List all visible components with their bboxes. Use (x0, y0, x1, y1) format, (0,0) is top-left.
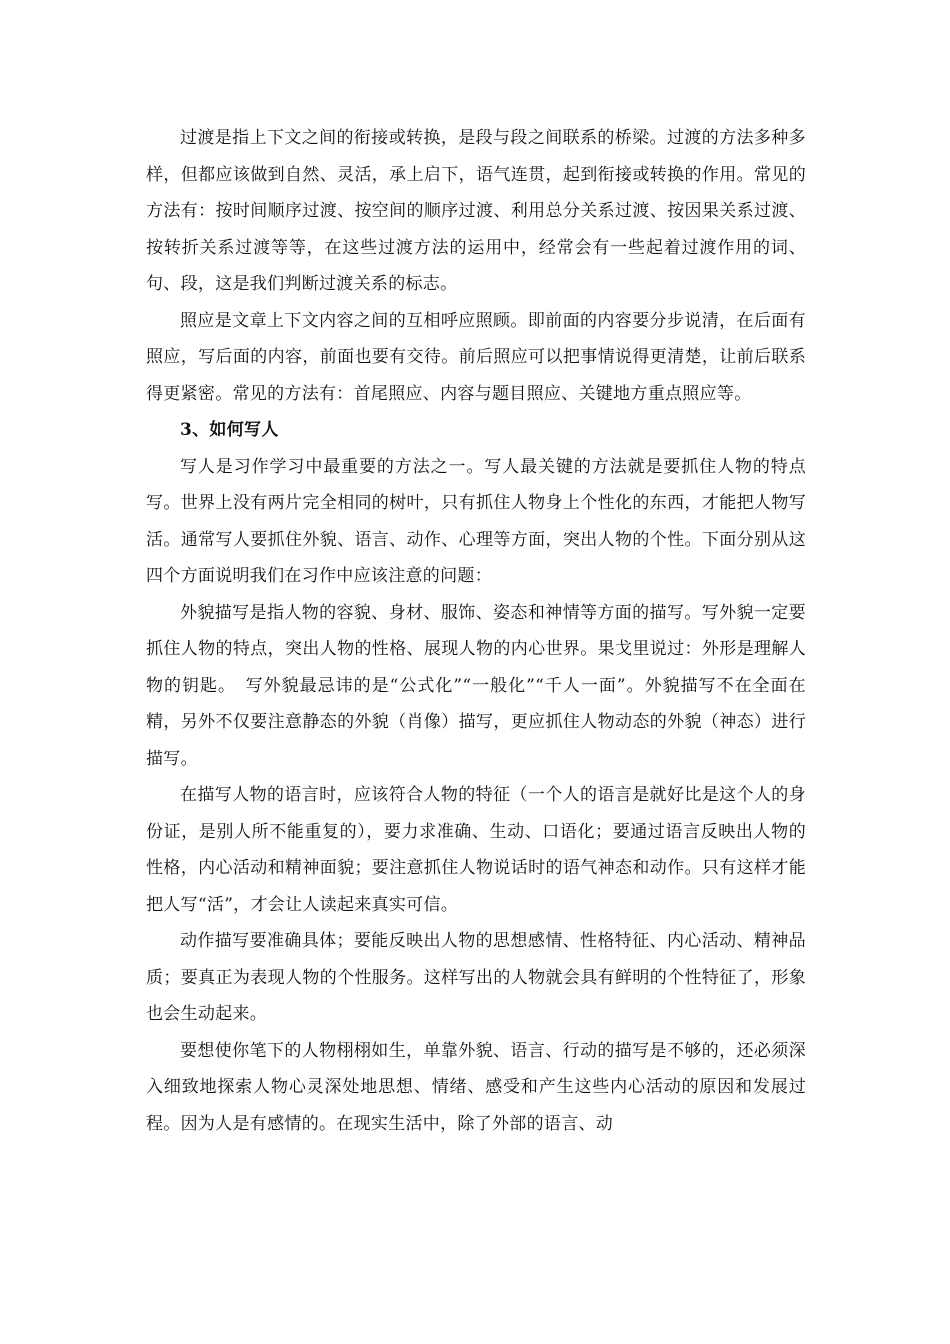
paragraph-writing-people-intro: 写人是习作学习中最重要的方法之一。写人最关键的方法就是要抓住人物的特点写。世界上没有两片完全相同的树叶，只有抓住人物身上个性化的东西，才能把人物写活。通常写人要抓住外貌、语言、动作、心理等方面，突出人物的个性。下面分别从这四个方面说明我们在习作中应该注意的问题： (146, 456, 806, 586)
paragraph-psychology: 要想使你笔下的人物栩栩如生，单靠外貌、语言、行动的描写是不够的，还必须深入细致地探索人物心灵深处地思想、情绪、感受和产生这些内心活动的原因和发展过程。因为人是有感情的。在现实生活中，除了外部的语言、动 (146, 1040, 806, 1134)
paragraph-action: 动作描写要准确具体；要能反映出人物的思想感情、性格特征、内心活动、精神品质；要真正为表现人物的个性服务。这样写出的人物就会具有鲜明的个性特征了，形象也会生动起来。 (146, 931, 806, 1024)
paragraph-transition: 过渡是指上下文之间的衔接或转换，是段与段之间联系的桥梁。过渡的方法多种多样，但都应该做到自然、灵活，承上启下，语气连贯，起到衔接或转换的作用。常见的方法有：按时间顺序过渡、按空间的顺序过渡、利用总分关系过渡、按因果关系过渡、按转折关系过渡等等，在这些过渡方法的运用中，经常会有一些起着过渡作用的词、句、段，这是我们判断过渡关系的标志。 (146, 128, 806, 294)
paragraph-language: 在描写人物的语言时，应该符合人物的特征（一个人的语言是就好比是这个人的身份证，是别人所不能重复的），要力求准确、生动、口语化；要通过语言反映出人物的性格，内心活动和精神面貌；要注意抓住人物说话时的语气神态和动作。只有这样才能把人写“活”，才会让人读起来真实可信。 (146, 785, 806, 915)
section-heading-how-to-write-people: 3、如何写人 (180, 420, 279, 440)
paragraph-appearance: 外貌描写是指人物的容貌、身材、服饰、姿态和神情等方面的描写。写外貌一定要抓住人物的特点，突出人物的性格、展现人物的内心世界。果戈里说过：外形是理解人物的钥匙。 写外貌最忌讳的是“公式化”“一般化”“千人一面”。外貌描写不在全面在精，另外不仅要注意静态的外貌（肖像）描写，更应抓住人物动态的外貌（神态）进行描写。 (146, 602, 806, 769)
document-body (146, 120, 806, 1142)
paragraph-echo: 照应是文章上下文内容之间的互相呼应照顾。即前面的内容要分步说清，在后面有照应，写后面的内容，前面也要有交待。前后照应可以把事情说得更清楚，让前后联系得更紧密。常见的方法有：首尾照应、内容与题目照应、关键地方重点照应等。 (146, 310, 806, 404)
